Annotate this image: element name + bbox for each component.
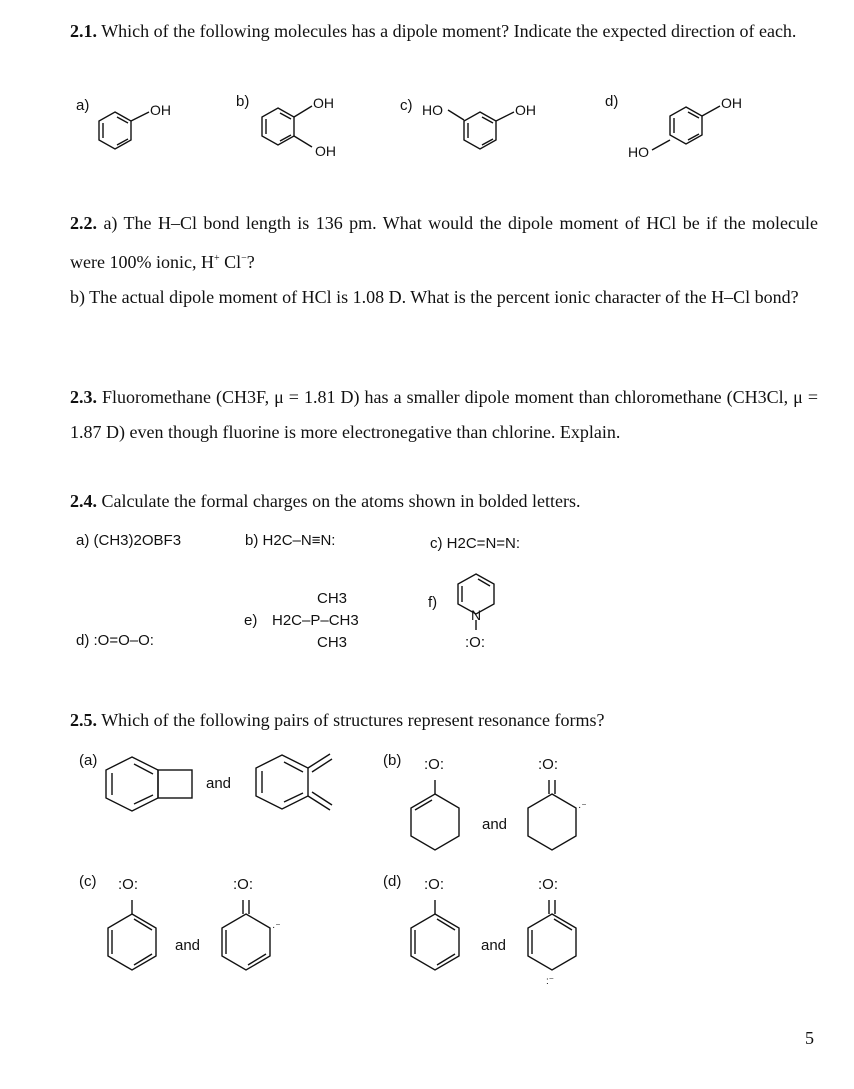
formula: H2C=N=N: bbox=[446, 535, 521, 552]
question-2-4 bbox=[70, 484, 818, 519]
question-text: Which of the following molecules has a dipole moment? Indicate the expected direction of each. bbox=[101, 21, 797, 41]
question-text: Calculate the formal charges on the atoms shown in bolded letters. bbox=[101, 491, 581, 511]
ho-label: HO bbox=[422, 102, 443, 118]
oxygen-anion-label: :O: bbox=[424, 876, 445, 893]
structure-b1 bbox=[405, 778, 475, 858]
structure-a1 bbox=[102, 752, 202, 822]
oh-label: OH bbox=[313, 95, 334, 111]
and-label: and bbox=[481, 937, 507, 954]
q1-label-b: b) bbox=[236, 93, 250, 110]
and-label: and bbox=[206, 775, 232, 792]
formula: :O=O–O: bbox=[93, 632, 154, 649]
oh-label: OH bbox=[515, 102, 536, 118]
oxygen-anion-label: :O: bbox=[118, 876, 139, 893]
svg-text:·⁻: ·⁻ bbox=[272, 922, 281, 933]
q4-item-e-label: e) bbox=[244, 612, 258, 629]
q4-item-d bbox=[76, 632, 154, 649]
nitrogen-label: N bbox=[471, 607, 482, 623]
minus-sign: − bbox=[241, 253, 247, 264]
structure-c1 bbox=[102, 898, 172, 978]
q1-label-c: c) bbox=[400, 97, 413, 114]
ho-label: HO bbox=[628, 144, 649, 160]
question-text: Which of the following pairs of structures represent resonance forms? bbox=[101, 710, 605, 730]
formula: (CH3)2OBF3 bbox=[93, 532, 182, 549]
item-label: c) bbox=[430, 535, 443, 552]
and-label: and bbox=[482, 816, 508, 833]
oxygen-label: :O: bbox=[538, 876, 559, 893]
structure-a2 bbox=[252, 750, 352, 820]
q4-item-e-top: CH3 bbox=[317, 590, 348, 607]
molecule-resorcinol bbox=[422, 100, 552, 160]
question-2-1 bbox=[70, 14, 818, 49]
part-a-mid: Cl bbox=[219, 252, 242, 272]
q5-label-b: (b) bbox=[383, 752, 402, 769]
q4-item-f-oxygen: :O: bbox=[465, 634, 486, 651]
formula: H2C–N≡N: bbox=[262, 532, 336, 549]
page-number: 5 bbox=[805, 1028, 814, 1048]
question-number: 2.5. bbox=[70, 710, 97, 730]
item-label: b) bbox=[245, 532, 259, 549]
question-number: 2.4. bbox=[70, 491, 97, 511]
part-a-text: a) The H–Cl bond length is 136 pm. What would the dipole moment of HCl be if the molecule were 100% ionic, H bbox=[70, 213, 818, 272]
part-b-text: b) The actual dipole moment of HCl is 1.08 D. What is the percent ionic character of the H–Cl bond? bbox=[70, 287, 799, 307]
structure-d2 bbox=[522, 898, 602, 988]
q4-item-a bbox=[76, 532, 181, 549]
question-2-3 bbox=[70, 380, 818, 450]
oh-label: OH bbox=[150, 102, 171, 118]
question-number: 2.3. bbox=[70, 387, 97, 407]
svg-text:·⁻: ·⁻ bbox=[578, 802, 587, 813]
svg-text::⁻: :⁻ bbox=[546, 976, 555, 987]
part-a-end: ? bbox=[246, 252, 255, 272]
item-label: a) bbox=[76, 532, 90, 549]
q5-label-d: (d) bbox=[383, 873, 402, 890]
molecule-d bbox=[628, 92, 768, 162]
q5-label-c: (c) bbox=[79, 873, 97, 890]
structure-b2 bbox=[522, 778, 602, 858]
question-2-2 bbox=[70, 206, 818, 315]
oh-label: OH bbox=[315, 143, 336, 159]
q4-item-c bbox=[430, 535, 520, 552]
oxygen-label: :O: bbox=[538, 756, 559, 773]
q5-label-a: (a) bbox=[79, 752, 98, 769]
molecule-catechol bbox=[258, 92, 358, 162]
item-label: d) bbox=[76, 632, 90, 649]
q4-item-b bbox=[245, 532, 335, 549]
oxygen-label: :O: bbox=[233, 876, 254, 893]
question-text: Fluoromethane (CH3F, μ = 1.81 D) has a smaller dipole moment than chloromethane (CH3Cl, μ = 1.87 D) even though fluorine is more electronegative than chlorine. Explain. bbox=[70, 387, 818, 442]
and-label: and bbox=[175, 937, 201, 954]
q4-item-e-bottom: CH3 bbox=[317, 634, 348, 651]
oh-label: OH bbox=[721, 95, 742, 111]
q1-label-d: d) bbox=[605, 93, 619, 110]
q1-label-a: a) bbox=[76, 97, 90, 114]
q4-item-e-mid: H2C–P–CH3 bbox=[272, 612, 359, 629]
q4-item-f-label: f) bbox=[428, 594, 438, 611]
oxygen-anion-label: :O: bbox=[424, 756, 445, 773]
question-number: 2.1. bbox=[70, 21, 97, 41]
plus-sign: + bbox=[213, 253, 220, 264]
structure-c2 bbox=[216, 898, 296, 978]
structure-d1 bbox=[405, 898, 475, 978]
molecule-phenol bbox=[95, 100, 195, 160]
question-2-5 bbox=[70, 703, 818, 738]
question-number: 2.2. bbox=[70, 213, 97, 233]
